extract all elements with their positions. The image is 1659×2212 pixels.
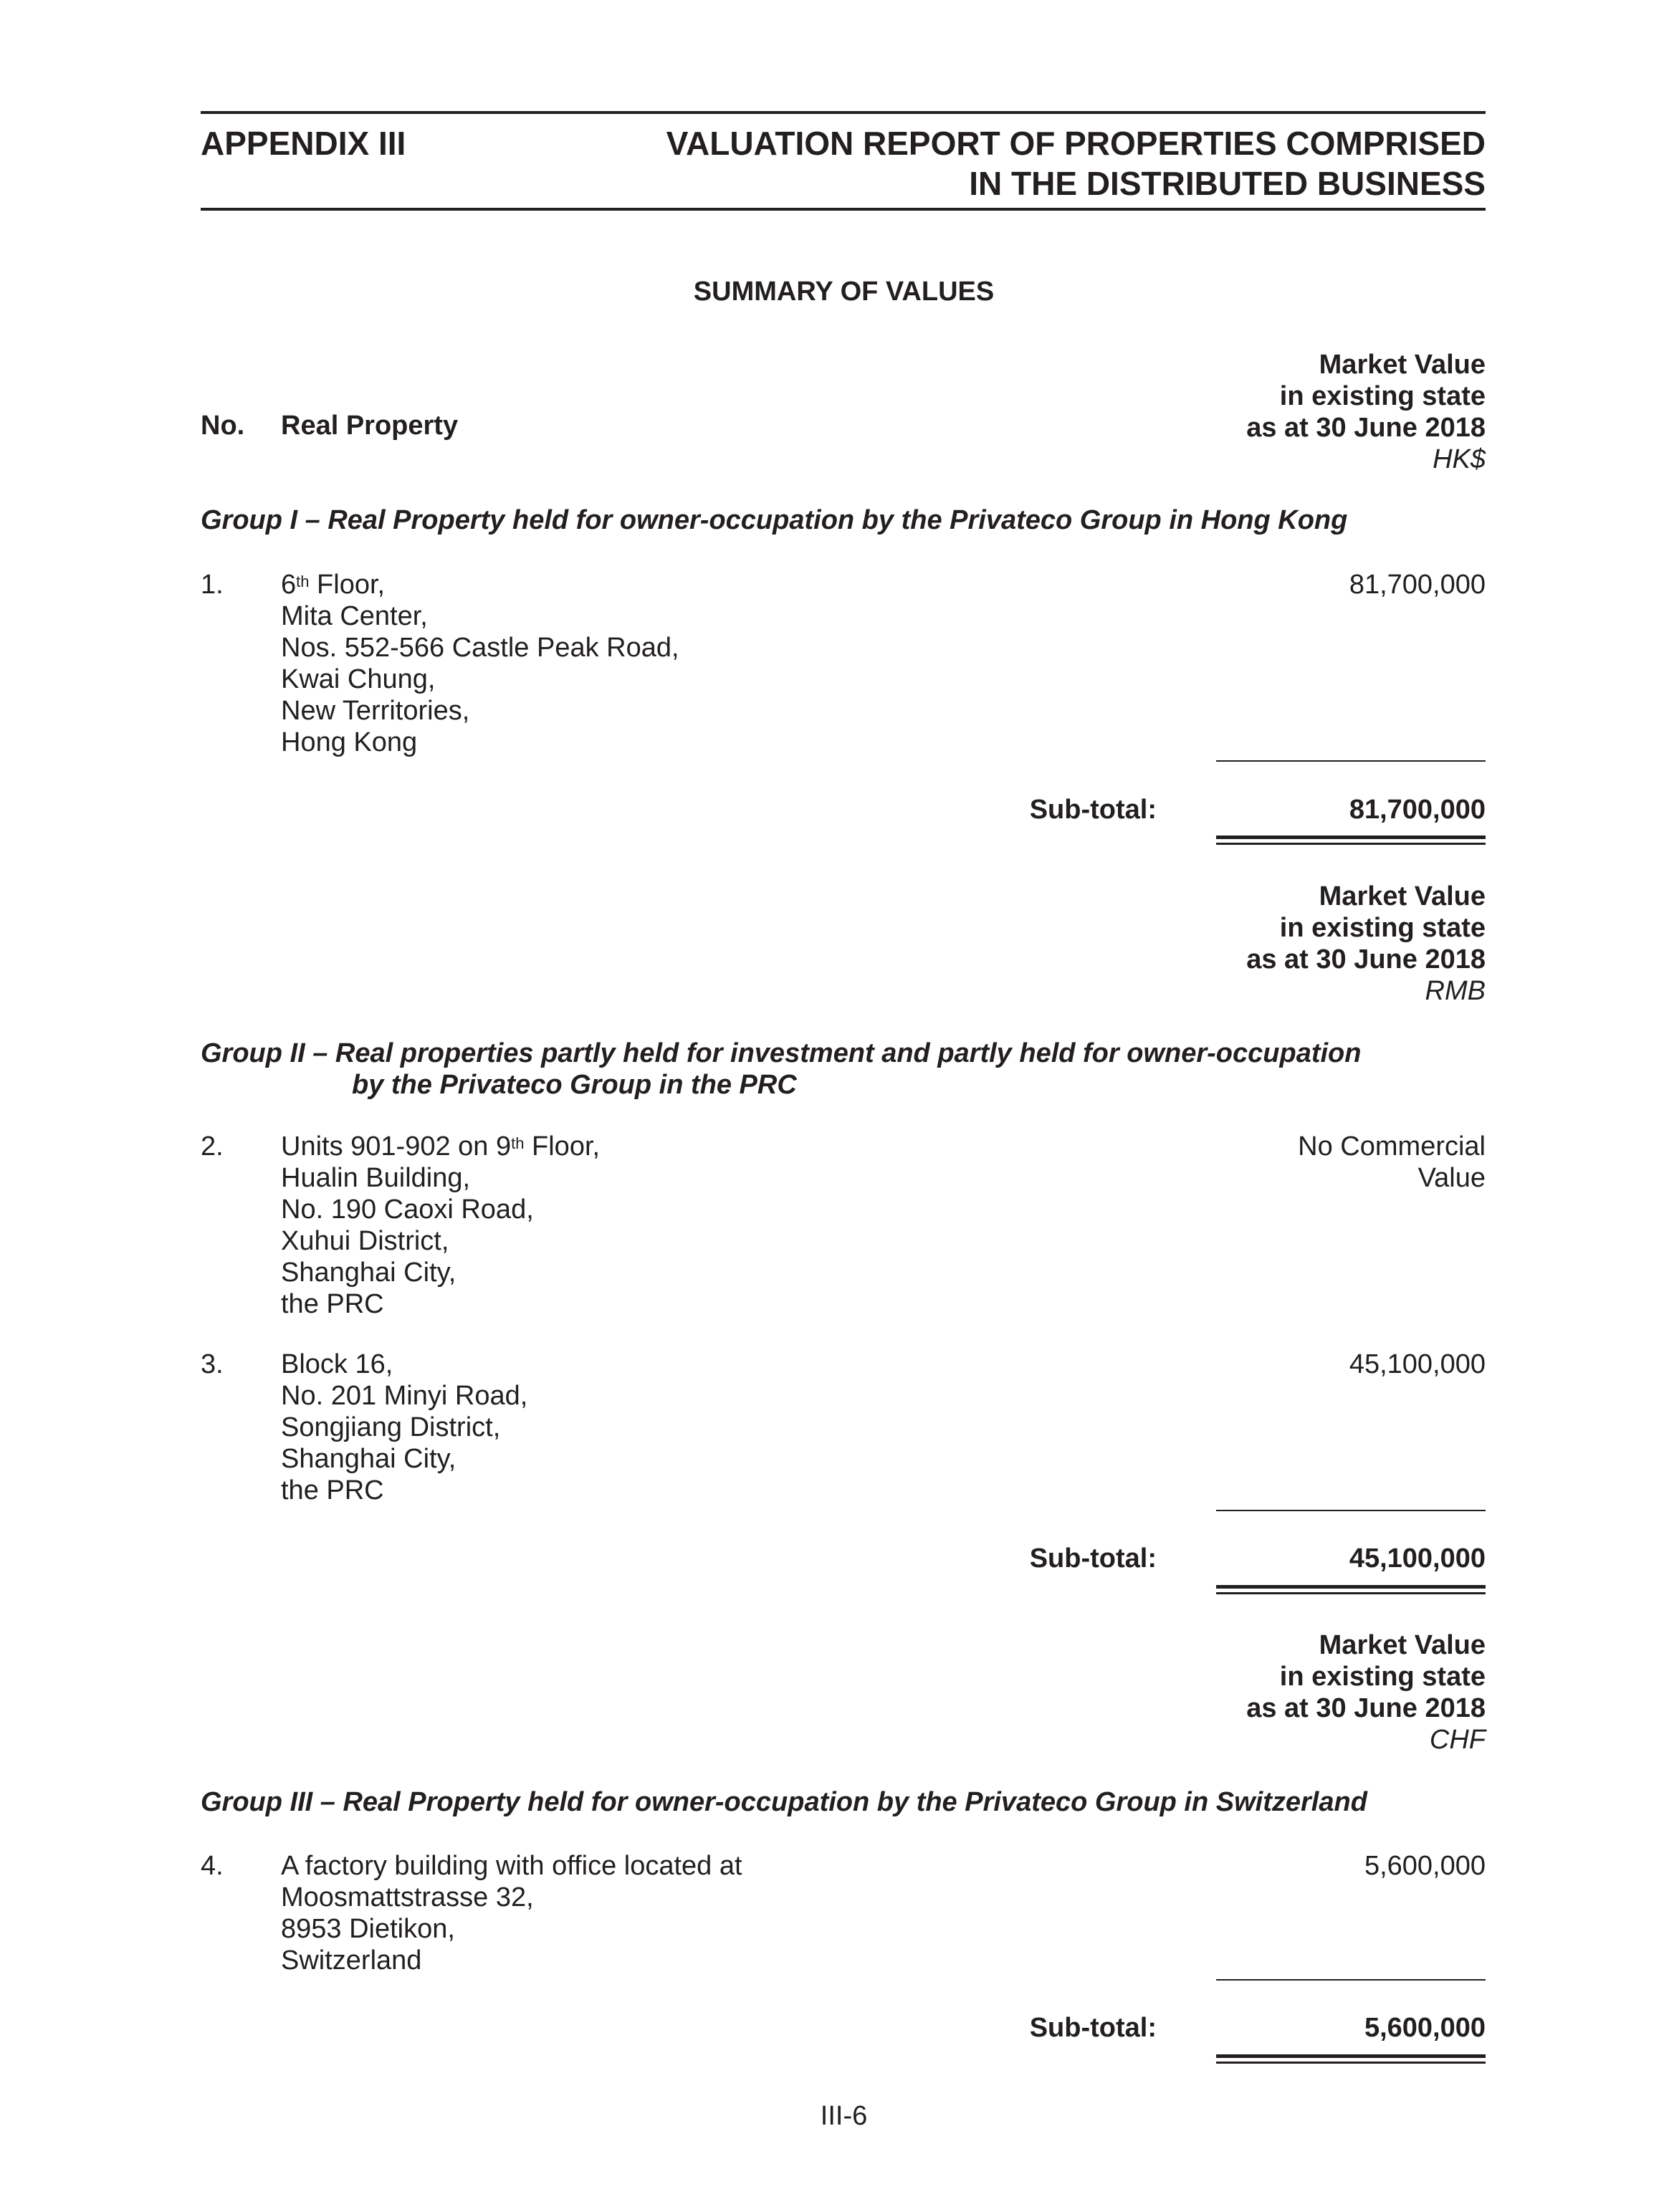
market-value-heading-group-2 (1246, 881, 1486, 1007)
address-line: Songjiang District, (281, 1412, 501, 1442)
header-top-rule (201, 111, 1486, 114)
address-line: 6th Floor, (281, 570, 386, 600)
address-line: Switzerland (281, 1945, 422, 1976)
address-line: Nos. 552-566 Castle Peak Road, (281, 633, 679, 663)
address-line: the PRC (281, 1289, 384, 1319)
mv-line-2: in existing state (1279, 1662, 1486, 1692)
currency-label: HK$ (1433, 444, 1486, 474)
address-line: No. 190 Caoxi Road, (281, 1194, 534, 1225)
address-line: Hualin Building, (281, 1163, 471, 1193)
mv-line-3: as at 30 June 2018 (1246, 413, 1486, 443)
property-value: 5,600,000 (1364, 1851, 1486, 1881)
report-title-line-2: IN THE DISTRIBUTED BUSINESS (969, 165, 1486, 202)
subtotal-label: Sub-total: (1029, 795, 1157, 825)
address-line: Shanghai City, (281, 1258, 456, 1288)
page-number: III-6 (820, 2101, 868, 2131)
mv-line-3: as at 30 June 2018 (1246, 1693, 1486, 1723)
market-value-heading-group-3 (1246, 1629, 1486, 1756)
property-value: 45,100,000 (1349, 1349, 1486, 1379)
subtotal-value: 45,100,000 (1349, 1543, 1486, 1574)
value-line: Value (1417, 1163, 1486, 1193)
address-line: New Territories, (281, 696, 470, 726)
address-line: Hong Kong (281, 727, 418, 757)
mv-line-3: as at 30 June 2018 (1246, 944, 1486, 975)
currency-label: RMB (1425, 976, 1486, 1006)
item-number: 4. (201, 1851, 224, 1881)
report-title (666, 123, 1486, 204)
market-value-heading-group-1 (1246, 349, 1486, 475)
double-underline (1216, 2054, 1486, 2064)
double-underline (1216, 836, 1486, 845)
group-3-title: Group III – Real Property held for owner-occupation by the Privateco Group in Switzerland (201, 1787, 1367, 1817)
address-line: Mita Center, (281, 601, 428, 631)
mv-line-2: in existing state (1279, 913, 1486, 943)
address-line: Block 16, (281, 1349, 393, 1379)
subtotal-rule (1216, 1510, 1486, 1511)
header-bottom-rule (201, 208, 1486, 211)
subtotal-value: 81,700,000 (1349, 795, 1486, 825)
group-1-title: Group I – Real Property held for owner-occupation by the Privateco Group in Hong Kong (201, 505, 1348, 535)
double-underline (1216, 1585, 1486, 1594)
mv-line-1: Market Value (1319, 881, 1486, 911)
mv-line-1: Market Value (1319, 350, 1486, 380)
column-real-property: Real Property (281, 411, 459, 441)
address-line: No. 201 Minyi Road, (281, 1381, 528, 1411)
group-2-title-line-2: by the Privateco Group in the PRC (352, 1070, 797, 1100)
address-line: Kwai Chung, (281, 664, 436, 694)
subtotal-label: Sub-total: (1029, 1543, 1157, 1574)
currency-label: CHF (1429, 1725, 1486, 1755)
property-value (1298, 1131, 1486, 1194)
subtotal-rule (1216, 760, 1486, 762)
address-line: Shanghai City, (281, 1444, 456, 1474)
property-address (281, 1131, 600, 1320)
report-title-line-1: VALUATION REPORT OF PROPERTIES COMPRISED (666, 125, 1486, 162)
mv-line-1: Market Value (1319, 1630, 1486, 1660)
value-line: No Commercial (1298, 1131, 1486, 1162)
subtotal-label: Sub-total: (1029, 2013, 1157, 2043)
subtotal-rule (1216, 1979, 1486, 1981)
property-address (281, 1850, 742, 1976)
item-number: 1. (201, 570, 224, 600)
address-line: Units 901-902 on 9th Floor, (281, 1131, 601, 1162)
item-number: 3. (201, 1349, 224, 1379)
address-line: 8953 Dietikon, (281, 1914, 455, 1944)
address-line: Xuhui District, (281, 1226, 449, 1256)
mv-line-2: in existing state (1279, 381, 1486, 411)
address-line: A factory building with office located at (281, 1851, 742, 1881)
property-value: 81,700,000 (1349, 570, 1486, 600)
address-line: the PRC (281, 1475, 384, 1505)
appendix-label: APPENDIX III (201, 125, 406, 162)
property-address (281, 569, 679, 758)
address-line: Moosmattstrasse 32, (281, 1882, 534, 1912)
group-2-title (201, 1038, 1361, 1101)
group-2-title-line-1: Group II – Real properties partly held for investment and partly held for owner-occupation (201, 1038, 1362, 1068)
property-address (281, 1349, 527, 1506)
summary-title: SUMMARY OF VALUES (693, 277, 995, 307)
subtotal-value: 5,600,000 (1364, 2013, 1486, 2043)
item-number: 2. (201, 1131, 224, 1162)
column-no: No. (201, 411, 245, 441)
